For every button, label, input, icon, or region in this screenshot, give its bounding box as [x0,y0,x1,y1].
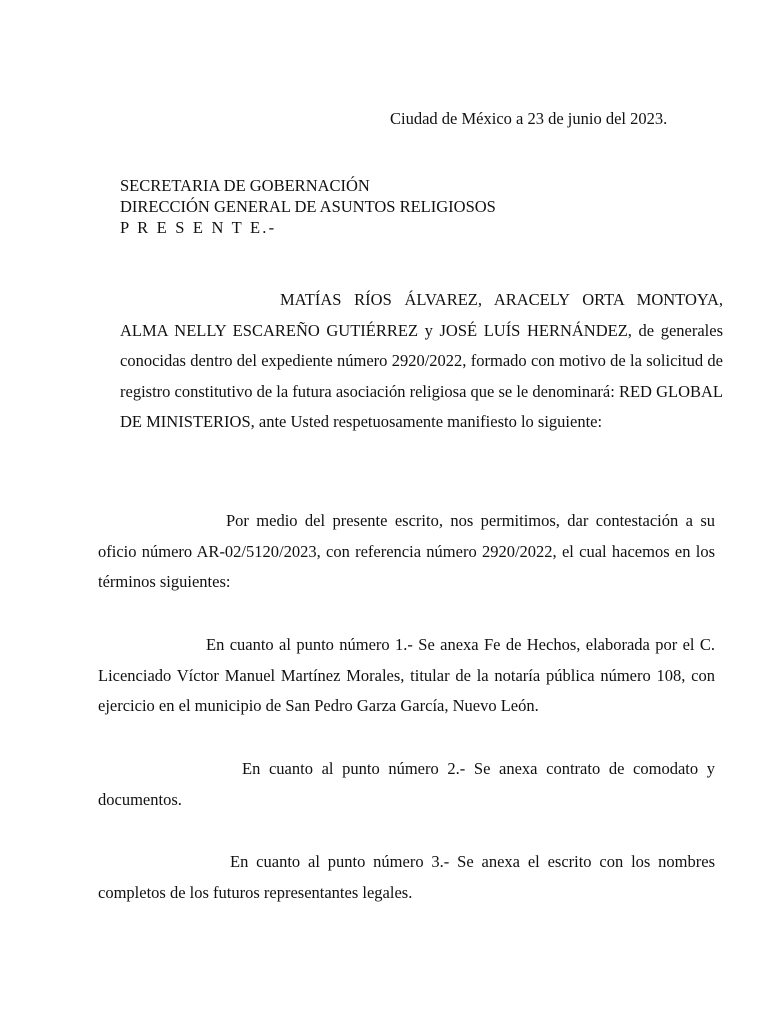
point-1-paragraph: En cuanto al punto número 1.- Se anexa Fe de Hechos, elaborada por el C. Licenciado Víctor Manuel Martínez Morales, titular de la notaría pública número 108, con ejercicio en el municipio de San Pedro Garza García, Nuevo León. [98,635,715,715]
addressee-line-secretaria: SECRETARIA DE GOBERNACIÓN [120,176,370,195]
addressee-block [120,175,496,238]
date-line: Ciudad de México a 23 de junio del 2023. [390,109,668,128]
addressee-line-presente: P R E S E N T E.- [120,218,277,237]
response-paragraph: Por medio del presente escrito, nos permitimos, dar contestación a su oficio número AR-02/5120/2023, con referencia número 2920/2022, el cual hacemos en los términos siguientes: [98,511,715,591]
point-2-paragraph: En cuanto al punto número 2.- Se anexa contrato de comodato y documentos. [98,759,715,809]
addressee-line-direccion: DIRECCIÓN GENERAL DE ASUNTOS RELIGIOSOS [120,197,496,216]
point-3-paragraph: En cuanto al punto número 3.- Se anexa el escrito con los nombres completos de los futuros representantes legales. [98,852,715,902]
intro-paragraph: MATÍAS RÍOS ÁLVAREZ, ARACELY ORTA MONTOYA, ALMA NELLY ESCAREÑO GUTIÉRREZ y JOSÉ LUÍS HERNÁNDEZ, de generales conocidas dentro del expediente número 2920/2022, formado con motivo de la solicitud de registro constitutivo de la futura asociación religiosa que se le denominará: RED GLOBAL DE MINISTERIOS, ante Usted respetuosamente manifiesto lo siguiente: [120,290,723,431]
